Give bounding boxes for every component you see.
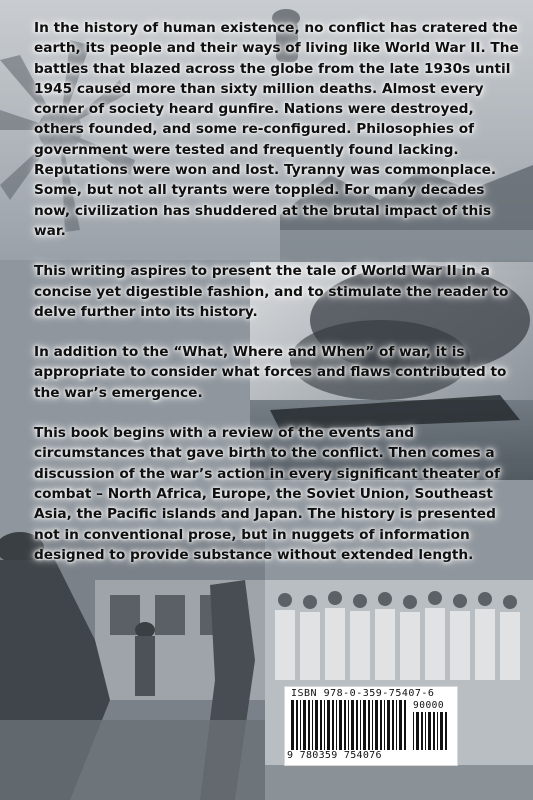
blurb-paragraph: This writing aspires to present the tale of World War II in a concise yet digestible fashion, and to stimulate the reader to delve further into its history. — [34, 263, 509, 320]
isbn-barcode — [284, 686, 458, 766]
isbn-label: ISBN 978-0-359-75407-6 — [291, 688, 435, 699]
blurb-paragraph: In addition to the “What, Where and When” of war, it is appropriate to consider what forces and flaws contributed to the war’s emergence. — [34, 344, 507, 401]
ean-digits: 9 780359 754076 — [287, 750, 382, 761]
back-cover-blurb — [34, 18, 522, 585]
blurb-paragraph: This book begins with a review of the events and circumstances that gave birth to the conflict. Then comes a discussion of the war’s action in every significant theater of combat – North Africa, Europe, the Soviet Union, Southeast Asia, the Pacific islands and Japan. The history is presented not in conventional prose, but in nuggets of information designed to provide substance without extended length. — [34, 425, 500, 563]
blurb-paragraph: In the history of human existence, no conflict has cratered the earth, its people and their ways of living like World War II. The battles that blazed across the globe from the late 1930s until 1945 caused more than sixty million deaths. Almost every corner of society heard gunfire. Nations were destroyed, others founded, and some re-configured. Philosophies of government were tested and frequently found lacking. Reputations were won and lost. Tyranny was commonplace. Some, but not all tyrants were toppled. For many decades now, civilization has shuddered at the brutal impact of this war. — [34, 20, 519, 239]
price-code-label: 90000 — [413, 700, 445, 711]
ean-barcode-bars — [291, 700, 409, 750]
price-addon-bars — [413, 712, 451, 750]
